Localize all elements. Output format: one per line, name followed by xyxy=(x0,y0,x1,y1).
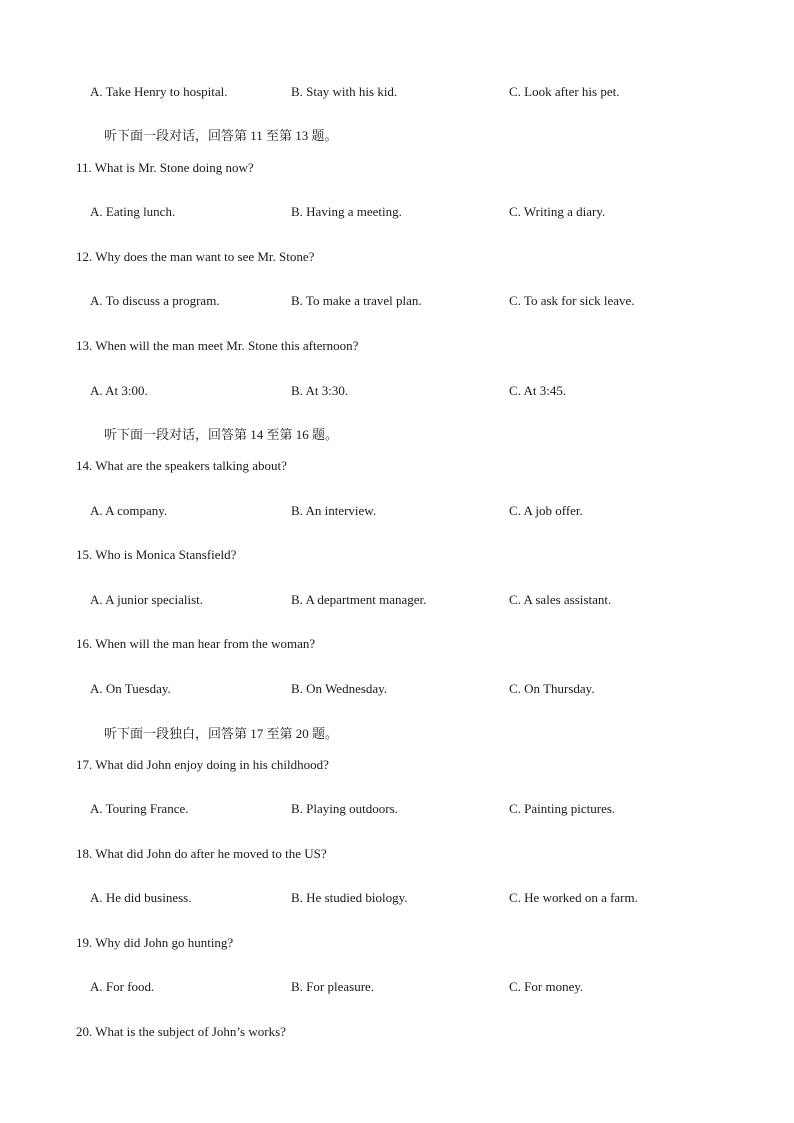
options-row xyxy=(0,592,794,608)
options-row xyxy=(0,890,794,906)
options-row xyxy=(0,383,794,399)
options-row xyxy=(0,801,794,817)
option-b: B. For pleasure. xyxy=(291,979,375,994)
option-a: A. Take Henry to hospital. xyxy=(90,84,228,99)
option-c: C. Writing a diary. xyxy=(509,204,606,219)
options-row xyxy=(0,681,794,697)
option-b: B. On Wednesday. xyxy=(291,681,388,696)
option-b: B. To make a travel plan. xyxy=(291,293,422,308)
question-text: 11. What is Mr. Stone doing now? xyxy=(76,160,254,175)
option-b: B. Playing outdoors. xyxy=(291,801,398,816)
section-instruction: 听下面一段对话，回答第 11 至第 13 题。 xyxy=(104,128,338,143)
option-a: A. At 3:00. xyxy=(90,383,148,398)
question-text: 15. Who is Monica Stansfield? xyxy=(76,547,237,562)
option-c: C. He worked on a farm. xyxy=(509,890,638,905)
option-a: A. Eating lunch. xyxy=(90,204,176,219)
option-c: C. Painting pictures. xyxy=(509,801,616,816)
question-text: 13. When will the man meet Mr. Stone this afternoon? xyxy=(76,338,359,353)
option-a: A. He did business. xyxy=(90,890,192,905)
option-a: A. For food. xyxy=(90,979,155,994)
question-text: 17. What did John enjoy doing in his childhood? xyxy=(76,757,329,772)
question-text: 14. What are the speakers talking about? xyxy=(76,458,287,473)
question-text: 18. What did John do after he moved to the US? xyxy=(76,846,327,861)
option-c: C. To ask for sick leave. xyxy=(509,293,635,308)
option-b: B. At 3:30. xyxy=(291,383,349,398)
options-row xyxy=(0,204,794,220)
section-instruction: 听下面一段对话，回答第 14 至第 16 题。 xyxy=(104,427,339,442)
question-text: 12. Why does the man want to see Mr. Stone? xyxy=(76,249,315,264)
option-a: A. To discuss a program. xyxy=(90,293,220,308)
option-b: B. He studied biology. xyxy=(291,890,408,905)
options-row xyxy=(0,979,794,995)
option-b: B. Having a meeting. xyxy=(291,204,402,219)
option-b: B. Stay with his kid. xyxy=(291,84,398,99)
section-instruction: 听下面一段独白，回答第 17 至第 20 题。 xyxy=(104,726,339,741)
option-c: C. A sales assistant. xyxy=(509,592,612,607)
question-text: 20. What is the subject of John’s works? xyxy=(76,1024,286,1039)
option-c: C. A job offer. xyxy=(509,503,583,518)
option-a: A. A junior specialist. xyxy=(90,592,204,607)
options-row xyxy=(0,503,794,519)
option-c: C. Look after his pet. xyxy=(509,84,620,99)
option-c: C. On Thursday. xyxy=(509,681,595,696)
option-c: C. For money. xyxy=(509,979,584,994)
option-b: B. An interview. xyxy=(291,503,377,518)
options-row xyxy=(0,293,794,309)
option-a: A. Touring France. xyxy=(90,801,189,816)
option-c: C. At 3:45. xyxy=(509,383,567,398)
question-text: 16. When will the man hear from the woman? xyxy=(76,636,316,651)
option-a: A. On Tuesday. xyxy=(90,681,171,696)
option-a: A. A company. xyxy=(90,503,168,518)
options-row xyxy=(0,84,794,100)
option-b: B. A department manager. xyxy=(291,592,427,607)
question-text: 19. Why did John go hunting? xyxy=(76,935,234,950)
